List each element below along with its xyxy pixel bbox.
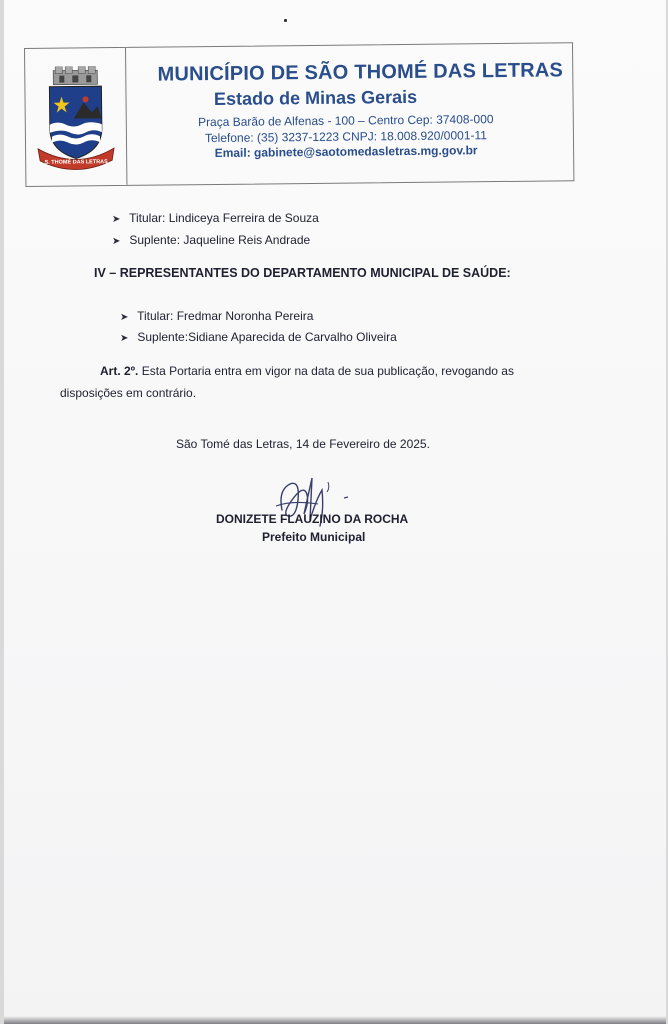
list-item <box>120 309 313 323</box>
article-paragraph-line2: disposições em contrário. <box>60 386 197 400</box>
arrow-bullet-icon: ➤ <box>112 214 121 225</box>
member-name: Sidiane Aparecida de Carvalho Oliveira <box>188 330 397 344</box>
scan-edge-shadow <box>4 1016 666 1024</box>
arrow-bullet-icon: ➤ <box>120 333 129 344</box>
svg-text:S. THOMÉ DAS LETRAS: S. THOMÉ DAS LETRAS <box>44 159 108 166</box>
municipal-crest-icon <box>35 66 116 175</box>
member-role: Titular: <box>129 211 166 225</box>
member-name: Lindiceya Ferreira de Souza <box>168 211 319 225</box>
municipality-title: MUNICÍPIO DE SÃO THOMÉ DAS LETRAS <box>157 59 564 86</box>
email-line: Email: gabinete@saotomedasletras.mg.gov.br <box>214 143 478 161</box>
phone-cnpj-line: Telefone: (35) 3237-1223 CNPJ: 18.008.920/0001-11 <box>204 128 487 146</box>
arrow-bullet-icon: ➤ <box>120 312 129 323</box>
article-paragraph-line1 <box>100 364 514 378</box>
arrow-bullet-icon: ➤ <box>112 236 121 247</box>
scan-speck <box>284 19 287 22</box>
section-heading: IV – REPRESENTANTES DO DEPARTAMENTO MUNICIPAL DE SAÚDE: <box>94 266 511 280</box>
letterhead-divider <box>125 48 127 185</box>
list-item <box>112 233 310 247</box>
letterhead <box>24 42 574 187</box>
member-name: Fredmar Noronha Pereira <box>176 309 314 323</box>
date-line: São Tomé das Letras, 14 de Fevereiro de 2025. <box>176 437 430 451</box>
article-text: Esta Portaria entra em vigor na data de sua publicação, revogando as <box>141 364 514 378</box>
state-subtitle: Estado de Minas Gerais <box>213 86 418 110</box>
member-role: Suplente: <box>129 233 181 247</box>
address-line: Praça Barão de Alfenas - 100 – Centro Cep: 37408-000 <box>197 112 494 130</box>
signatory-title: Prefeito Municipal <box>262 530 366 544</box>
member-name: Jaqueline Reis Andrade <box>183 233 311 247</box>
signatory-name: DONIZETE FLAUZINO DA ROCHA <box>216 512 409 526</box>
list-item <box>112 211 319 225</box>
article-label: Art. 2º. <box>100 364 139 378</box>
member-role: Suplente: <box>137 330 189 344</box>
document-page <box>4 0 666 1024</box>
list-item <box>120 330 397 344</box>
member-role: Titular: <box>137 309 174 323</box>
